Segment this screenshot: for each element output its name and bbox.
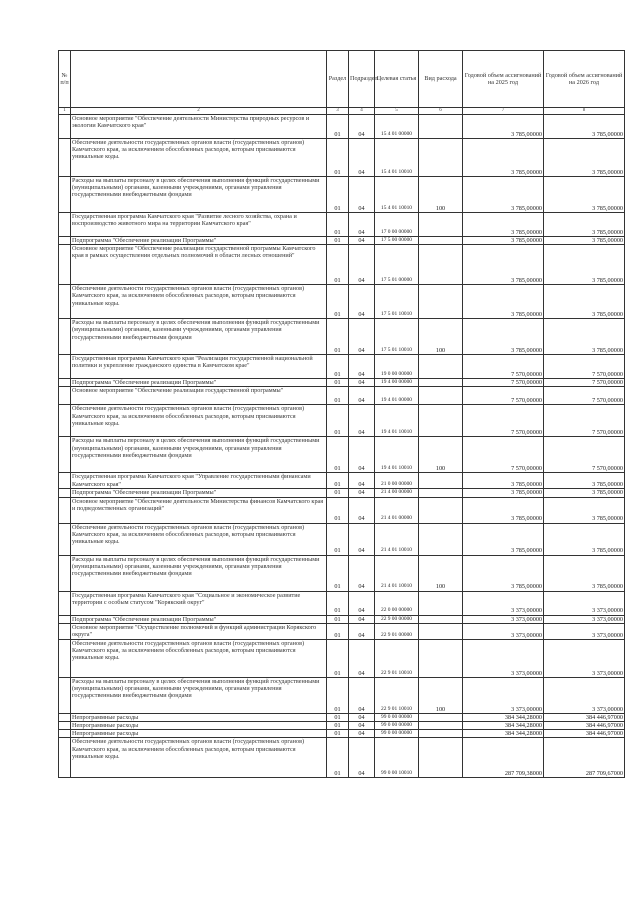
row-amount-2026: 3 785,00000: [544, 319, 625, 355]
row-amount-2025: 287 709,38000: [463, 738, 544, 778]
row-name: Расходы на выплаты персоналу в целях обеспечения выполнения функций государственными (муниципальными) органами, казенными учреждениями, органами управления государственными внебюджетными фондами: [71, 677, 327, 713]
row-amount-2025: 3 785,00000: [463, 115, 544, 139]
table-row: [59, 591, 625, 615]
row-target-article: 15 4 01 00000: [375, 115, 419, 139]
row-name: Непрограммные расходы: [71, 730, 327, 738]
row-target-article: 17 5 00 00000: [375, 237, 419, 245]
row-name: Государственная программа Камчатского края "Реализация государственной национальной политики и укрепление гражданского единства в Камчатском крае": [71, 355, 327, 379]
table-row: [59, 738, 625, 778]
row-amount-2025: 384 344,28000: [463, 722, 544, 730]
row-expense-type: [419, 115, 463, 139]
row-name: Обеспечение деятельности государственных органов власти (государственных органов) Камчатского края, за исключением обособленных расходов, которым присваиваются уникальные коды.: [71, 139, 327, 177]
row-razdel: 01: [327, 591, 349, 615]
row-podrazdel: 04: [349, 139, 375, 177]
table-row: [59, 285, 625, 319]
table-row: [59, 355, 625, 379]
row-podrazdel: 04: [349, 639, 375, 677]
column-number: 7: [463, 108, 544, 115]
row-target-article: 21 0 00 00000: [375, 473, 419, 489]
row-expense-type: [419, 213, 463, 237]
row-target-article: 19 4 01 10010: [375, 437, 419, 473]
row-expense-type: [419, 497, 463, 523]
row-razdel: 01: [327, 387, 349, 405]
row-razdel: 01: [327, 639, 349, 677]
row-podrazdel: 04: [349, 437, 375, 473]
row-number: [59, 319, 71, 355]
row-amount-2026: 7 570,00000: [544, 437, 625, 473]
row-name: Обеспечение деятельности государственных органов власти (государственных органов) Камчатского края, за исключением обособленных расходов, которым присваиваются уникальные коды.: [71, 523, 327, 555]
row-expense-type: [419, 245, 463, 285]
row-razdel: 01: [327, 489, 349, 497]
row-expense-type: [419, 730, 463, 738]
table-row: [59, 555, 625, 591]
row-target-article: 22 9 01 10010: [375, 677, 419, 713]
row-target-article: 22 0 00 00000: [375, 591, 419, 615]
table-row: [59, 722, 625, 730]
row-name: Обеспечение деятельности государственных органов власти (государственных органов) Камчатского края, за исключением обособленных расходов, которым присваиваются уникальные коды.: [71, 285, 327, 319]
row-expense-type: 100: [419, 555, 463, 591]
table-row: [59, 473, 625, 489]
row-podrazdel: 04: [349, 285, 375, 319]
row-name: Расходы на выплаты персоналу в целях обеспечения выполнения функций государственными (муниципальными) органами, казенными учреждениями, органами управления государственными внебюджетными фондами: [71, 555, 327, 591]
row-amount-2025: 7 570,00000: [463, 387, 544, 405]
column-number-row: [59, 108, 625, 115]
row-number: [59, 177, 71, 213]
row-name: Основное мероприятие "Обеспечение реализации государственной программы": [71, 387, 327, 405]
table-row: [59, 245, 625, 285]
table-row: [59, 615, 625, 623]
row-number: [59, 285, 71, 319]
row-podrazdel: 04: [349, 473, 375, 489]
column-number: 2: [71, 108, 327, 115]
row-expense-type: [419, 473, 463, 489]
row-name: Расходы на выплаты персоналу в целях обеспечения выполнения функций государственными (муниципальными) органами, казенными учреждениями, органами управления государственными внебюджетными фондами: [71, 177, 327, 213]
row-target-article: 17 5 01 10010: [375, 319, 419, 355]
table-row: [59, 379, 625, 387]
row-number: [59, 405, 71, 437]
table-row: [59, 437, 625, 473]
row-podrazdel: 04: [349, 213, 375, 237]
table-row: [59, 405, 625, 437]
row-target-article: 15 4 01 10010: [375, 177, 419, 213]
row-target-article: 99 0 00 00000: [375, 713, 419, 721]
row-amount-2026: 3 785,00000: [544, 497, 625, 523]
row-target-article: 19 4 00 00000: [375, 379, 419, 387]
row-number: [59, 245, 71, 285]
row-amount-2026: 3 373,00000: [544, 677, 625, 713]
row-expense-type: [419, 237, 463, 245]
row-amount-2026: 3 373,00000: [544, 615, 625, 623]
row-razdel: 01: [327, 713, 349, 721]
row-expense-type: [419, 722, 463, 730]
row-razdel: 01: [327, 213, 349, 237]
row-target-article: 19 4 01 00000: [375, 387, 419, 405]
row-amount-2025: 3 785,00000: [463, 139, 544, 177]
row-name: Государственная программа Камчатского края "Социальное и экономическое развитие территории с особым статусом "Корякский округ": [71, 591, 327, 615]
row-amount-2025: 3 785,00000: [463, 497, 544, 523]
row-name: Подпрограмма "Обеспечение реализации Программы": [71, 615, 327, 623]
row-expense-type: [419, 713, 463, 721]
row-expense-type: [419, 489, 463, 497]
row-target-article: 17 5 01 10010: [375, 285, 419, 319]
table-row: [59, 213, 625, 237]
row-target-article: 22 9 00 00000: [375, 615, 419, 623]
row-name: Подпрограмма "Обеспечение реализации Программы": [71, 489, 327, 497]
table-header-row: [59, 51, 625, 108]
row-name: Непрограммные расходы: [71, 713, 327, 721]
row-name: Обеспечение деятельности государственных органов власти (государственных органов) Камчатского края, за исключением обособленных расходов, которым присваиваются уникальные коды.: [71, 405, 327, 437]
row-name: Основное мероприятие "Обеспечение реализации государственной программы Камчатского края в рамках осуществления отдельных полномочий в области лесных отношений": [71, 245, 327, 285]
row-name: Расходы на выплаты персоналу в целях обеспечения выполнения функций государственными (муниципальными) органами, казенными учреждениями, органами управления государственными внебюджетными фондами: [71, 437, 327, 473]
row-podrazdel: 04: [349, 379, 375, 387]
column-number: 1: [59, 108, 71, 115]
row-podrazdel: 04: [349, 245, 375, 285]
header-razdel: Раздел: [327, 51, 349, 108]
row-podrazdel: 04: [349, 489, 375, 497]
row-number: [59, 139, 71, 177]
table-row: [59, 639, 625, 677]
row-razdel: 01: [327, 615, 349, 623]
row-podrazdel: 04: [349, 523, 375, 555]
row-podrazdel: 04: [349, 115, 375, 139]
row-razdel: 01: [327, 730, 349, 738]
row-amount-2025: 3 373,00000: [463, 623, 544, 639]
table-row: [59, 677, 625, 713]
row-amount-2025: 3 373,00000: [463, 677, 544, 713]
row-expense-type: [419, 405, 463, 437]
row-number: [59, 639, 71, 677]
row-number: [59, 437, 71, 473]
row-number: [59, 591, 71, 615]
row-name: Основное мероприятие "Обеспечение деятельности Министерства финансов Камчатского края и подведомственных организаций": [71, 497, 327, 523]
row-amount-2025: 3 785,00000: [463, 237, 544, 245]
row-podrazdel: 04: [349, 387, 375, 405]
table-row: [59, 713, 625, 721]
row-podrazdel: 04: [349, 722, 375, 730]
header-podrazdel: Подраздел: [349, 51, 375, 108]
row-number: [59, 713, 71, 721]
row-razdel: 01: [327, 473, 349, 489]
row-name: Подпрограмма "Обеспечение реализации Программы": [71, 237, 327, 245]
row-number: [59, 523, 71, 555]
budget-table: [58, 50, 625, 778]
row-podrazdel: 04: [349, 730, 375, 738]
row-number: [59, 497, 71, 523]
column-number: 5: [375, 108, 419, 115]
row-name: Государственная программа Камчатского края "Развитие лесного хозяйства, охрана и воспроизводство животного мира на территории Камчатского края": [71, 213, 327, 237]
row-podrazdel: 04: [349, 177, 375, 213]
row-razdel: 01: [327, 623, 349, 639]
row-expense-type: [419, 523, 463, 555]
column-number: 4: [349, 108, 375, 115]
row-amount-2026: 3 785,00000: [544, 177, 625, 213]
row-name: Основное мероприятие "Обеспечение деятельности Министерства природных ресурсов и экологии Камчатского края": [71, 115, 327, 139]
row-razdel: 01: [327, 285, 349, 319]
row-amount-2026: 384 446,97000: [544, 730, 625, 738]
row-podrazdel: 04: [349, 615, 375, 623]
row-razdel: 01: [327, 237, 349, 245]
row-amount-2026: 3 785,00000: [544, 245, 625, 285]
row-amount-2026: 7 570,00000: [544, 387, 625, 405]
row-expense-type: [419, 139, 463, 177]
table-row: [59, 489, 625, 497]
row-number: [59, 623, 71, 639]
row-amount-2025: 3 785,00000: [463, 473, 544, 489]
row-expense-type: [419, 591, 463, 615]
row-razdel: 01: [327, 379, 349, 387]
table-row: [59, 523, 625, 555]
row-amount-2026: 7 570,00000: [544, 355, 625, 379]
row-amount-2025: 3 785,00000: [463, 177, 544, 213]
row-number: [59, 738, 71, 778]
row-target-article: 99 0 00 00000: [375, 722, 419, 730]
row-amount-2026: 287 709,67000: [544, 738, 625, 778]
row-target-article: 21 4 01 00000: [375, 497, 419, 523]
row-amount-2025: 7 570,00000: [463, 355, 544, 379]
row-podrazdel: 04: [349, 555, 375, 591]
row-razdel: 01: [327, 437, 349, 473]
row-amount-2025: 3 373,00000: [463, 615, 544, 623]
row-name: Расходы на выплаты персоналу в целях обеспечения выполнения функций государственными (муниципальными) органами, казенными учреждениями, органами управления государственными внебюджетными фондами: [71, 319, 327, 355]
row-podrazdel: 04: [349, 623, 375, 639]
row-name: Обеспечение деятельности государственных органов власти (государственных органов) Камчатского края, за исключением обособленных расходов, которым присваиваются уникальные коды.: [71, 738, 327, 778]
row-target-article: 19 0 00 00000: [375, 355, 419, 379]
row-target-article: 17 5 01 00000: [375, 245, 419, 285]
row-razdel: 01: [327, 555, 349, 591]
row-amount-2025: 3 785,00000: [463, 245, 544, 285]
row-razdel: 01: [327, 115, 349, 139]
row-amount-2026: 3 785,00000: [544, 523, 625, 555]
row-number: [59, 677, 71, 713]
row-amount-2025: 7 570,00000: [463, 437, 544, 473]
row-razdel: 01: [327, 177, 349, 213]
row-name: Государственная программа Камчатского края "Управление государственными финансами Камчатского края": [71, 473, 327, 489]
row-expense-type: 100: [419, 437, 463, 473]
header-name: [71, 51, 327, 108]
row-amount-2025: 3 785,00000: [463, 489, 544, 497]
header-number: № п/п: [59, 51, 71, 108]
row-amount-2025: 3 373,00000: [463, 591, 544, 615]
row-target-article: 99 0 00 00000: [375, 730, 419, 738]
row-number: [59, 615, 71, 623]
row-razdel: 01: [327, 355, 349, 379]
row-amount-2025: 384 344,28000: [463, 713, 544, 721]
row-amount-2025: 3 785,00000: [463, 285, 544, 319]
row-expense-type: 100: [419, 177, 463, 213]
row-amount-2026: 3 373,00000: [544, 623, 625, 639]
row-razdel: 01: [327, 722, 349, 730]
table-row: [59, 730, 625, 738]
row-amount-2026: 3 785,00000: [544, 555, 625, 591]
row-target-article: 22 9 01 10010: [375, 639, 419, 677]
row-podrazdel: 04: [349, 713, 375, 721]
header-expense-type: Вид расхода: [419, 51, 463, 108]
table-row: [59, 237, 625, 245]
row-number: [59, 213, 71, 237]
row-amount-2025: 3 373,00000: [463, 639, 544, 677]
row-amount-2026: 3 373,00000: [544, 639, 625, 677]
row-podrazdel: 04: [349, 677, 375, 713]
row-number: [59, 730, 71, 738]
row-amount-2026: 3 373,00000: [544, 591, 625, 615]
row-target-article: 22 9 01 00000: [375, 623, 419, 639]
row-amount-2025: 3 785,00000: [463, 555, 544, 591]
row-amount-2026: 7 570,00000: [544, 405, 625, 437]
row-expense-type: [419, 285, 463, 319]
row-razdel: 01: [327, 245, 349, 285]
row-amount-2026: 3 785,00000: [544, 139, 625, 177]
row-amount-2026: 3 785,00000: [544, 237, 625, 245]
row-amount-2026: 384 446,97000: [544, 722, 625, 730]
row-amount-2026: 384 446,97000: [544, 713, 625, 721]
row-expense-type: 100: [419, 319, 463, 355]
row-name: Непрограммные расходы: [71, 722, 327, 730]
row-number: [59, 115, 71, 139]
row-amount-2026: 3 785,00000: [544, 285, 625, 319]
row-number: [59, 387, 71, 405]
row-target-article: 17 0 00 00000: [375, 213, 419, 237]
row-amount-2025: 7 570,00000: [463, 379, 544, 387]
header-2026: Годовой объем ассигнований на 2026 год: [544, 51, 625, 108]
row-amount-2025: 3 785,00000: [463, 213, 544, 237]
row-podrazdel: 04: [349, 738, 375, 778]
row-expense-type: [419, 615, 463, 623]
row-name: Подпрограмма "Обеспечение реализации Программы": [71, 379, 327, 387]
row-number: [59, 237, 71, 245]
row-razdel: 01: [327, 677, 349, 713]
row-expense-type: [419, 738, 463, 778]
table-row: [59, 319, 625, 355]
row-podrazdel: 04: [349, 405, 375, 437]
table-row: [59, 623, 625, 639]
table-row: [59, 115, 625, 139]
row-amount-2026: 3 785,00000: [544, 213, 625, 237]
row-amount-2025: 3 785,00000: [463, 523, 544, 555]
row-podrazdel: 04: [349, 319, 375, 355]
row-number: [59, 473, 71, 489]
row-expense-type: [419, 387, 463, 405]
row-number: [59, 489, 71, 497]
row-razdel: 01: [327, 319, 349, 355]
row-target-article: 21 4 01 10010: [375, 523, 419, 555]
table-row: [59, 387, 625, 405]
row-name: Обеспечение деятельности государственных органов власти (государственных органов) Камчатского края, за исключением обособленных расходов, которым присваиваются уникальные коды.: [71, 639, 327, 677]
column-number: 6: [419, 108, 463, 115]
row-amount-2026: 3 785,00000: [544, 489, 625, 497]
table-row: [59, 497, 625, 523]
header-2025: Годовой объем ассигнований на 2025 год: [463, 51, 544, 108]
row-amount-2026: 3 785,00000: [544, 473, 625, 489]
header-target-article: Целевая статья: [375, 51, 419, 108]
row-number: [59, 555, 71, 591]
row-expense-type: [419, 639, 463, 677]
row-amount-2026: 7 570,00000: [544, 379, 625, 387]
row-expense-type: [419, 355, 463, 379]
row-amount-2026: 3 785,00000: [544, 115, 625, 139]
row-razdel: 01: [327, 738, 349, 778]
row-podrazdel: 04: [349, 355, 375, 379]
row-amount-2025: 3 785,00000: [463, 319, 544, 355]
row-razdel: 01: [327, 523, 349, 555]
row-razdel: 01: [327, 405, 349, 437]
row-target-article: 99 0 00 10010: [375, 738, 419, 778]
table-row: [59, 139, 625, 177]
row-target-article: 21 4 00 00000: [375, 489, 419, 497]
row-amount-2025: 384 344,28000: [463, 730, 544, 738]
row-target-article: 21 4 01 10010: [375, 555, 419, 591]
row-target-article: 19 4 01 10010: [375, 405, 419, 437]
row-podrazdel: 04: [349, 497, 375, 523]
row-razdel: 01: [327, 139, 349, 177]
row-number: [59, 355, 71, 379]
row-number: [59, 379, 71, 387]
table-row: [59, 177, 625, 213]
row-razdel: 01: [327, 497, 349, 523]
column-number: 3: [327, 108, 349, 115]
row-name: Основное мероприятие "Осуществление полномочий и функций администрации Корякского округа": [71, 623, 327, 639]
row-podrazdel: 04: [349, 237, 375, 245]
row-expense-type: 100: [419, 677, 463, 713]
column-number: 8: [544, 108, 625, 115]
row-expense-type: [419, 379, 463, 387]
row-amount-2025: 7 570,00000: [463, 405, 544, 437]
row-expense-type: [419, 623, 463, 639]
row-number: [59, 722, 71, 730]
row-podrazdel: 04: [349, 591, 375, 615]
row-target-article: 15 4 01 10010: [375, 139, 419, 177]
